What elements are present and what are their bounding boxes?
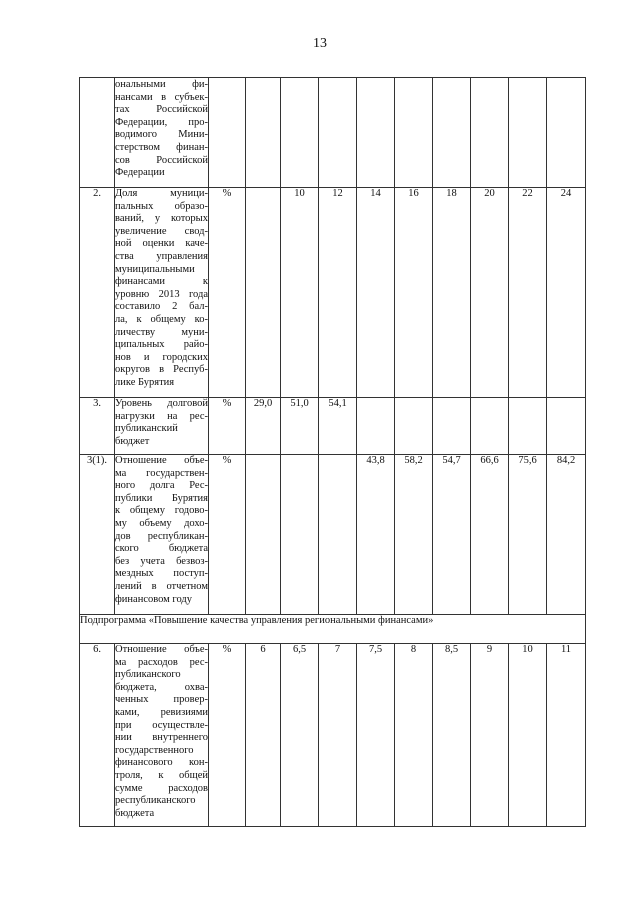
value-cell: 75,6 bbox=[509, 455, 547, 615]
value-cell: 6,5 bbox=[281, 644, 319, 827]
row-number: 6. bbox=[80, 644, 115, 827]
table-row bbox=[80, 644, 586, 827]
value-cell bbox=[319, 78, 357, 188]
value-cell: 51,0 bbox=[281, 398, 319, 455]
value-cell: 8,5 bbox=[433, 644, 471, 827]
table-row bbox=[80, 188, 586, 398]
description-line: ональными фи- bbox=[115, 79, 208, 90]
description-line: муниципальными bbox=[115, 263, 195, 275]
description-line: округов в Респуб- bbox=[115, 364, 208, 376]
indicator-description bbox=[115, 188, 209, 398]
description-line: бюджет bbox=[115, 435, 150, 447]
description-line: лений в отчетном bbox=[115, 580, 208, 592]
description-line: ла, к общему ко- bbox=[115, 313, 208, 325]
description-line: му объему дохо- bbox=[115, 517, 208, 529]
value-cell bbox=[471, 398, 509, 455]
value-cell: 29,0 bbox=[246, 398, 281, 455]
description-line: финансами к bbox=[115, 276, 208, 288]
description-line: Отношение объе- bbox=[115, 455, 208, 466]
value-cell bbox=[509, 78, 547, 188]
table-row bbox=[80, 78, 586, 188]
unit-cell: % bbox=[209, 455, 246, 615]
description-line: бюджета, охва- bbox=[115, 681, 208, 693]
value-cell: 18 bbox=[433, 188, 471, 398]
value-cell: 7 bbox=[319, 644, 357, 827]
description-line: Отношение объе- bbox=[115, 644, 208, 655]
description-line: ства управления bbox=[115, 250, 208, 262]
description-line: ного долга Рес- bbox=[115, 480, 208, 492]
description-line: публиканского bbox=[115, 669, 181, 681]
subprogram-title: Подпрограмма «Повышение качества управления региональными финансами» bbox=[80, 615, 586, 644]
value-cell bbox=[246, 188, 281, 398]
description-line: уровню 2013 года bbox=[115, 288, 208, 300]
description-line: пальных образо- bbox=[115, 200, 208, 212]
description-line: ной оценки каче- bbox=[115, 238, 208, 250]
value-cell: 12 bbox=[319, 188, 357, 398]
description-line: Федерации bbox=[115, 167, 165, 179]
description-line: при осуществле- bbox=[115, 719, 208, 731]
description-line: троля, к общей bbox=[115, 769, 208, 781]
value-cell: 20 bbox=[471, 188, 509, 398]
value-cell bbox=[357, 398, 395, 455]
description-line: ципальных райо- bbox=[115, 339, 208, 351]
description-line: ма государствен- bbox=[115, 467, 208, 479]
description-line: мездных поступ- bbox=[115, 568, 208, 580]
description-line: без учета безвоз- bbox=[115, 555, 208, 567]
value-cell bbox=[246, 455, 281, 615]
description-line: ма расходов рес- bbox=[115, 656, 208, 668]
row-number: 3(1). bbox=[80, 455, 115, 615]
description-line: сов Российской bbox=[115, 154, 208, 166]
value-cell: 11 bbox=[547, 644, 586, 827]
description-line: увеличение свод- bbox=[115, 225, 208, 237]
value-cell: 54,1 bbox=[319, 398, 357, 455]
indicator-description bbox=[115, 455, 209, 615]
description-line: публиканский bbox=[115, 423, 178, 435]
row-number bbox=[80, 78, 115, 188]
value-cell bbox=[509, 398, 547, 455]
description-line: Доля муници- bbox=[115, 188, 208, 199]
value-cell: 8 bbox=[395, 644, 433, 827]
description-line: ваний, у которых bbox=[115, 213, 208, 225]
table-row bbox=[80, 455, 586, 615]
value-cell bbox=[471, 78, 509, 188]
indicators-table bbox=[79, 77, 586, 827]
description-line: нов и городских bbox=[115, 351, 208, 363]
row-number: 3. bbox=[80, 398, 115, 455]
value-cell: 54,7 bbox=[433, 455, 471, 615]
description-line: финансовом году bbox=[115, 593, 193, 605]
value-cell bbox=[395, 398, 433, 455]
table-row bbox=[80, 398, 586, 455]
unit-cell: % bbox=[209, 398, 246, 455]
description-line: государственного bbox=[115, 744, 194, 756]
description-line: нагрузки на рес- bbox=[115, 410, 208, 422]
value-cell bbox=[433, 398, 471, 455]
description-line: составило 2 бал- bbox=[115, 301, 208, 313]
unit-cell bbox=[209, 78, 246, 188]
description-line: нии внутреннего bbox=[115, 732, 208, 744]
value-cell: 9 bbox=[471, 644, 509, 827]
value-cell: 58,2 bbox=[395, 455, 433, 615]
value-cell: 7,5 bbox=[357, 644, 395, 827]
description-line: ками, ревизиями bbox=[115, 706, 208, 718]
value-cell bbox=[246, 78, 281, 188]
value-cell: 6 bbox=[246, 644, 281, 827]
description-line: Федерации, про- bbox=[115, 116, 208, 128]
value-cell: 43,8 bbox=[357, 455, 395, 615]
value-cell: 10 bbox=[509, 644, 547, 827]
description-line: сумме расходов bbox=[115, 782, 208, 794]
value-cell bbox=[547, 398, 586, 455]
value-cell: 14 bbox=[357, 188, 395, 398]
value-cell bbox=[281, 455, 319, 615]
value-cell bbox=[395, 78, 433, 188]
description-line: бюджета bbox=[115, 807, 155, 819]
description-line: тах Российской bbox=[115, 104, 208, 116]
row-number: 2. bbox=[80, 188, 115, 398]
description-line: Уровень долговой bbox=[115, 398, 208, 409]
description-line: нансами в субъек- bbox=[115, 91, 208, 103]
indicator-description bbox=[115, 644, 209, 827]
page-number: 13 bbox=[313, 36, 327, 51]
description-line: к общему годово- bbox=[115, 505, 208, 517]
description-line: дов республикан- bbox=[115, 530, 208, 542]
subprogram-row bbox=[80, 615, 586, 644]
value-cell: 16 bbox=[395, 188, 433, 398]
unit-cell: % bbox=[209, 188, 246, 398]
indicator-description bbox=[115, 78, 209, 188]
description-line: ского бюджета bbox=[115, 543, 208, 555]
value-cell: 84,2 bbox=[547, 455, 586, 615]
value-cell bbox=[319, 455, 357, 615]
description-line: лике Бурятия bbox=[115, 376, 175, 388]
indicator-description bbox=[115, 398, 209, 455]
description-line: стерством финан- bbox=[115, 141, 208, 153]
value-cell bbox=[357, 78, 395, 188]
value-cell: 22 bbox=[509, 188, 547, 398]
value-cell: 10 bbox=[281, 188, 319, 398]
value-cell: 24 bbox=[547, 188, 586, 398]
value-cell bbox=[433, 78, 471, 188]
value-cell bbox=[547, 78, 586, 188]
description-line: личеству муни- bbox=[115, 326, 208, 338]
value-cell bbox=[281, 78, 319, 188]
description-line: водимого Мини- bbox=[115, 129, 208, 141]
value-cell: 66,6 bbox=[471, 455, 509, 615]
description-line: республиканского bbox=[115, 795, 196, 807]
unit-cell: % bbox=[209, 644, 246, 827]
description-line: публики Бурятия bbox=[115, 492, 208, 504]
description-line: ченных провер- bbox=[115, 694, 208, 706]
description-line: финансового кон- bbox=[115, 757, 208, 769]
